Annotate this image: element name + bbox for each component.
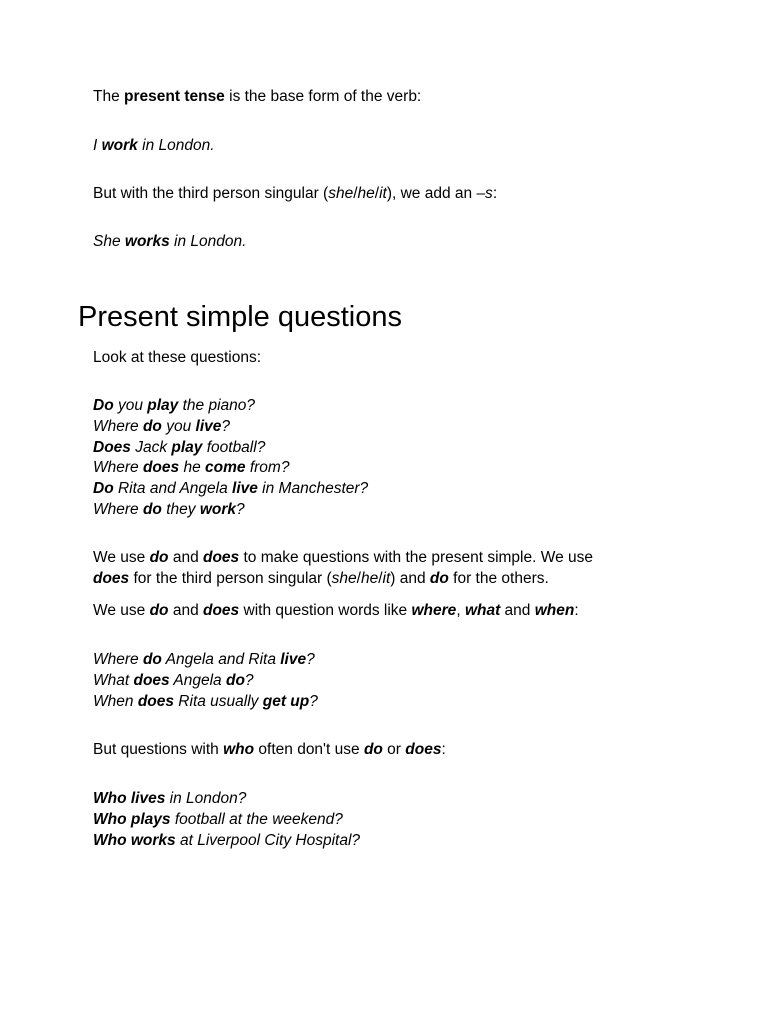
paragraph-line bbox=[93, 569, 593, 590]
text: / bbox=[356, 569, 361, 587]
emphasis-text: do bbox=[149, 549, 169, 566]
text: Where bbox=[93, 500, 143, 518]
italic-text: she bbox=[331, 569, 357, 587]
text: But with the third person singular ( bbox=[93, 185, 329, 202]
text: the piano? bbox=[178, 397, 256, 414]
emphasis-text: do bbox=[149, 602, 169, 619]
example-sentence bbox=[93, 232, 246, 253]
emphasis-text: where bbox=[411, 602, 457, 619]
emphasis-text: work bbox=[199, 500, 237, 518]
explanation-paragraph bbox=[93, 601, 579, 622]
emphasis-text: does bbox=[133, 671, 170, 689]
italic-text: it bbox=[382, 569, 391, 587]
text: in London. bbox=[137, 137, 215, 154]
explanation-paragraph bbox=[93, 548, 593, 590]
text: they bbox=[161, 500, 200, 518]
italic-text: –s bbox=[476, 185, 493, 202]
text: When bbox=[93, 692, 138, 710]
list-item bbox=[93, 396, 368, 417]
emphasis-text: do bbox=[225, 671, 245, 689]
text: We use bbox=[93, 602, 150, 619]
emphasis-text: work bbox=[101, 137, 138, 154]
text: ? bbox=[244, 671, 254, 689]
text: is the base form of the verb: bbox=[224, 88, 422, 105]
emphasis-text: do bbox=[363, 741, 383, 758]
text: Angela bbox=[169, 671, 226, 689]
text: ? bbox=[221, 417, 230, 435]
emphasis-text: do bbox=[142, 500, 162, 518]
text: ? bbox=[306, 651, 315, 668]
text: Where bbox=[93, 459, 143, 477]
text: you bbox=[113, 397, 148, 414]
emphasis-text: live bbox=[232, 480, 258, 498]
text: Jack bbox=[130, 438, 172, 456]
emphasis-text: does bbox=[405, 741, 442, 758]
text: Where bbox=[93, 417, 143, 435]
emphasis-text: Do bbox=[93, 480, 114, 498]
text: ? bbox=[236, 500, 245, 518]
question-list bbox=[93, 396, 368, 521]
text: Angela and Rita bbox=[161, 651, 281, 668]
section-lead: Look at these questions: bbox=[93, 349, 262, 366]
text: , bbox=[456, 602, 465, 619]
list-item bbox=[93, 671, 318, 692]
text: We use bbox=[93, 549, 150, 566]
italic-text: he bbox=[357, 185, 375, 202]
emphasis-text: does bbox=[203, 549, 240, 566]
text: or bbox=[382, 741, 406, 758]
emphasis-text: Do bbox=[93, 397, 114, 414]
list-item bbox=[93, 500, 368, 521]
paragraph-line bbox=[93, 548, 593, 569]
list-item bbox=[93, 479, 368, 500]
emphasis-text: Who works bbox=[93, 831, 176, 849]
italic-text: it bbox=[379, 185, 387, 202]
emphasis-text: play bbox=[147, 397, 179, 414]
text: in London. bbox=[169, 233, 247, 250]
example-sentence bbox=[93, 136, 215, 157]
text: But questions with bbox=[93, 741, 224, 758]
text: : bbox=[574, 602, 579, 619]
text: for the third person singular ( bbox=[129, 569, 332, 587]
emphasis-text: do bbox=[142, 651, 162, 668]
emphasis-text: Who plays bbox=[93, 810, 171, 828]
emphasis-text: live bbox=[195, 417, 222, 435]
emphasis-text: come bbox=[205, 459, 246, 477]
text: / bbox=[353, 185, 358, 202]
text: What bbox=[93, 671, 134, 689]
text: and bbox=[500, 602, 535, 619]
text: football? bbox=[202, 438, 266, 456]
text: often don't use bbox=[254, 741, 364, 758]
list-item bbox=[93, 438, 368, 459]
emphasis-text: live bbox=[280, 651, 307, 668]
emphasis-text: does bbox=[93, 569, 130, 587]
emphasis-text: play bbox=[171, 438, 203, 456]
text: : bbox=[441, 741, 446, 758]
emphasis-text: present tense bbox=[124, 88, 225, 105]
emphasis-text: Does bbox=[93, 438, 131, 456]
italic-text: he bbox=[360, 569, 379, 587]
text: I bbox=[93, 137, 102, 154]
list-item bbox=[93, 789, 360, 810]
text: The bbox=[93, 88, 125, 105]
text: and bbox=[168, 602, 203, 619]
text: She bbox=[93, 233, 125, 250]
text: to make questions with the present simple. We use bbox=[239, 549, 593, 566]
text: / bbox=[378, 569, 383, 587]
text: you bbox=[161, 417, 196, 435]
emphasis-text: do bbox=[142, 417, 162, 435]
section-heading: Present simple questions bbox=[78, 301, 402, 333]
list-item bbox=[93, 458, 368, 479]
emphasis-text: what bbox=[464, 602, 501, 619]
emphasis-text: works bbox=[124, 233, 170, 250]
text: he bbox=[179, 459, 206, 477]
list-item bbox=[93, 810, 360, 831]
intro-paragraph bbox=[93, 184, 497, 205]
list-item bbox=[93, 417, 368, 438]
emphasis-text: Who lives bbox=[93, 790, 166, 807]
text: with question words like bbox=[239, 602, 412, 619]
text: in London? bbox=[165, 790, 247, 807]
text: at Liverpool City Hospital? bbox=[175, 831, 361, 849]
text: : bbox=[492, 185, 498, 202]
emphasis-text: does bbox=[137, 692, 174, 710]
text: Where bbox=[93, 651, 143, 668]
text: football at the weekend? bbox=[170, 810, 343, 828]
emphasis-text: does bbox=[203, 602, 240, 619]
emphasis-text: does bbox=[142, 459, 180, 477]
text: Rita usually bbox=[174, 692, 263, 710]
question-list bbox=[93, 650, 318, 712]
text: ? bbox=[309, 692, 318, 710]
explanation-paragraph bbox=[93, 740, 446, 761]
text: for the others. bbox=[448, 569, 549, 587]
emphasis-text: who bbox=[223, 741, 255, 758]
text: Rita and Angela bbox=[113, 480, 233, 498]
text: and bbox=[168, 549, 203, 566]
emphasis-text: when bbox=[534, 602, 575, 619]
list-item bbox=[93, 650, 318, 671]
list-item bbox=[93, 831, 360, 852]
text: / bbox=[374, 185, 380, 202]
text: ) and bbox=[390, 569, 430, 587]
emphasis-text: do bbox=[429, 569, 449, 587]
emphasis-text: get up bbox=[262, 692, 310, 710]
list-item bbox=[93, 692, 318, 713]
text: in Manchester? bbox=[257, 480, 369, 498]
text: ), we add an bbox=[386, 185, 477, 202]
question-list bbox=[93, 789, 360, 851]
intro-paragraph bbox=[93, 87, 421, 108]
italic-text: she bbox=[328, 185, 354, 202]
text: from? bbox=[245, 459, 290, 477]
